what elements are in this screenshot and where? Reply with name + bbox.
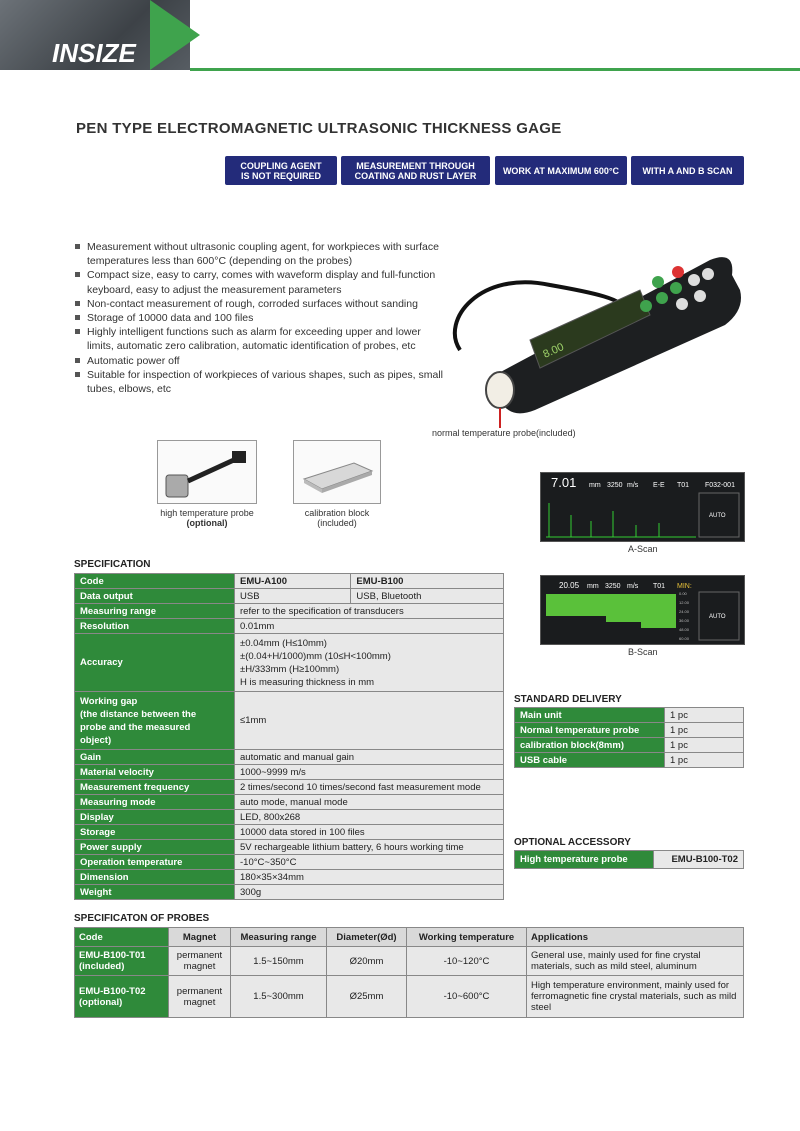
feature-item: Suitable for inspection of workpieces of various shapes, such as pipes, small tubes, elbows, etc — [74, 368, 446, 396]
probe-magnet — [169, 947, 231, 976]
probe-temperature: -10~120°C — [407, 947, 527, 976]
probe-code-line: (optional) — [79, 996, 123, 1008]
table-row — [515, 753, 744, 768]
delivery-qty: 1 pc — [665, 723, 744, 738]
accuracy-line: ±0.04mm (H≤10mm) — [240, 637, 327, 649]
spec-value: ≤1mm — [235, 692, 504, 750]
column-header: Magnet — [169, 928, 231, 947]
brand-logo: INSIZE — [52, 38, 136, 68]
badge-scan — [631, 156, 744, 185]
table-row — [75, 825, 504, 840]
column-header: Diameter(Ød) — [327, 928, 407, 947]
b-scan-tick: 0.00 — [679, 591, 687, 596]
spec-key: Storage — [75, 825, 235, 840]
probe-range: 1.5~300mm — [231, 976, 327, 1018]
accuracy-line: ±H/333mm (H≥100mm) — [240, 663, 340, 675]
probe-application: General use, mainly used for fine crystal materials, such as mild steel, aluminum — [527, 947, 744, 976]
page-title: PEN TYPE ELECTROMAGNETIC ULTRASONIC THICKNESS GAGE — [76, 120, 562, 137]
table-row — [75, 604, 504, 619]
table-row — [75, 795, 504, 810]
delivery-qty: 1 pc — [665, 753, 744, 768]
delivery-item: Normal temperature probe — [515, 723, 665, 738]
spec-key: Power supply — [75, 840, 235, 855]
a-scan-velocity: 3250 — [607, 482, 623, 489]
spec-key: Measuring mode — [75, 795, 235, 810]
b-scan-velocity: 3250 — [605, 583, 621, 590]
spec-title: SPECIFICATION — [74, 559, 151, 570]
spec-value-accuracy — [235, 634, 504, 692]
probe-range: 1.5~150mm — [231, 947, 327, 976]
b-scan-tick: 36.00 — [679, 618, 690, 623]
magnet-line: magnet — [183, 961, 216, 972]
table-row — [75, 634, 504, 692]
optional-code: EMU-B100-T02 — [653, 851, 743, 869]
spec-col-header: EMU-A100 — [235, 574, 351, 589]
delivery-item: Main unit — [515, 708, 665, 723]
optional-table — [514, 850, 744, 869]
table-header-row — [75, 928, 744, 947]
spec-key: Material velocity — [75, 765, 235, 780]
spec-value: 180×35×34mm — [235, 870, 504, 885]
badge-text: MEASUREMENT THROUGH — [356, 160, 475, 171]
optional-title: OPTIONAL ACCESSORY — [514, 837, 631, 848]
calibration-block-image — [293, 440, 381, 504]
delivery-table — [514, 707, 744, 768]
probe-code-line: EMU-B100-T01 — [79, 950, 146, 961]
b-scan-caption: B-Scan — [628, 647, 658, 657]
table-row — [75, 619, 504, 634]
spec-key: Measurement frequency — [75, 780, 235, 795]
b-scan-tick: 12.00 — [679, 600, 690, 605]
spec-key: Display — [75, 810, 235, 825]
feature-item: Compact size, easy to carry, comes with waveform display and full-function keyboard, easy to adjust the measurement parameters — [74, 268, 446, 296]
spec-key: Resolution — [75, 619, 235, 634]
spec-value: USB — [235, 589, 351, 604]
table-row — [75, 810, 504, 825]
table-row — [515, 708, 744, 723]
probe-code — [75, 976, 169, 1018]
spec-value: 5V rechargeable lithium battery, 6 hours working time — [235, 840, 504, 855]
badge-text: IS NOT REQUIRED — [240, 170, 321, 181]
caption-line: (optional) — [186, 518, 228, 528]
feature-item: Highly intelligent functions such as alarm for exceeding upper and lower limits, automatic zero calibration, automatic identification of probes, etc — [74, 325, 446, 353]
b-scan-tick: 48.00 — [679, 627, 690, 632]
probe-code-line: (included) — [79, 961, 125, 972]
a-scan-probe: T01 — [677, 482, 690, 489]
spec-key: Accuracy — [75, 634, 235, 692]
a-scan-auto: AUTO — [709, 513, 726, 519]
table-row — [75, 885, 504, 900]
a-scan-mode: E-E — [653, 482, 665, 489]
b-scan-auto: AUTO — [709, 614, 726, 620]
feature-list — [74, 240, 446, 396]
badge-text: COUPLING AGENT — [240, 160, 322, 171]
badge-text: WITH A AND B SCAN — [642, 165, 733, 176]
table-row — [515, 723, 744, 738]
table-row — [75, 765, 504, 780]
table-row — [75, 589, 504, 604]
probes-title: SPECIFICATON OF PROBES — [74, 913, 210, 924]
column-header: Applications — [527, 928, 744, 947]
table-row — [75, 947, 744, 976]
spec-value: LED, 800x268 — [235, 810, 504, 825]
optional-item: High temperature probe — [515, 851, 654, 869]
table-row — [515, 738, 744, 753]
a-scan-unit: mm — [589, 482, 601, 489]
b-scan-min: MIN: — [677, 583, 692, 590]
probe-diameter: Ø20mm — [327, 947, 407, 976]
table-row — [75, 976, 744, 1018]
badge-temperature — [495, 156, 627, 185]
probes-table — [74, 927, 744, 1018]
feature-item: Automatic power off — [74, 354, 446, 368]
magnet-line: permanent — [176, 950, 223, 961]
probe-code — [75, 947, 169, 976]
gap-label-line: (the distance between the — [80, 708, 197, 720]
table-row — [75, 855, 504, 870]
probe-code-line: EMU-B100-T02 — [79, 985, 146, 997]
delivery-item: USB cable — [515, 753, 665, 768]
probe-magnet — [169, 976, 231, 1018]
header-arrow — [150, 0, 200, 70]
page-header — [0, 0, 800, 72]
high-temp-probe-image — [157, 440, 257, 504]
badge-text: COATING AND RUST LAYER — [354, 170, 477, 181]
delivery-item: calibration block(8mm) — [515, 738, 665, 753]
b-scan-reading: 20.05 — [559, 581, 580, 590]
delivery-qty: 1 pc — [665, 738, 744, 753]
b-scan-tick: 24.00 — [679, 609, 690, 614]
spec-col-header: EMU-B100 — [351, 574, 504, 589]
b-scan-probe: T01 — [653, 583, 666, 590]
b-scan-image — [540, 575, 745, 645]
table-row — [75, 692, 504, 750]
spec-value: refer to the specification of transducers — [235, 604, 504, 619]
gap-label-line: object) — [80, 734, 112, 746]
probe-caption: normal temperature probe(included) — [432, 428, 576, 438]
feature-item: Storage of 10000 data and 100 files — [74, 311, 446, 325]
spec-value: 10000 data stored in 100 files — [235, 825, 504, 840]
high-temp-probe-caption — [150, 508, 264, 528]
caption-line: calibration block — [304, 508, 370, 518]
probe-application: High temperature environment, mainly used for ferromagnetic fine crystal materials, such as mild steel — [527, 976, 744, 1018]
table-row — [75, 840, 504, 855]
a-scan-image — [540, 472, 745, 542]
table-row — [75, 780, 504, 795]
accuracy-line: ±(0.04+H/1000)mm (10≤H<100mm) — [240, 650, 391, 662]
badge-text: WORK AT MAXIMUM 600°C — [502, 165, 620, 176]
spec-value: auto mode, manual mode — [235, 795, 504, 810]
badge-coupling — [225, 156, 337, 185]
gap-label-line: probe and the measured — [80, 721, 191, 733]
spec-key: Operation temperature — [75, 855, 235, 870]
delivery-qty: 1 pc — [665, 708, 744, 723]
a-scan-reading: 7.01 — [551, 475, 577, 490]
a-scan-vunit: m/s — [627, 482, 639, 489]
column-header: Working temperature — [407, 928, 527, 947]
magnet-line: magnet — [183, 996, 216, 1008]
a-scan-caption: A-Scan — [628, 544, 658, 554]
spec-key: Gain — [75, 750, 235, 765]
column-header: Measuring range — [231, 928, 327, 947]
gap-label-line: Working gap — [80, 695, 138, 707]
spec-value: 0.01mm — [235, 619, 504, 634]
caption-line: (included) — [317, 518, 357, 528]
magnet-line: permanent — [176, 985, 223, 997]
table-row — [75, 574, 504, 589]
b-scan-vunit: m/s — [627, 583, 639, 590]
spec-value: 2 times/second 10 times/second fast measurement mode — [235, 780, 504, 795]
accuracy-line: H is measuring thickness in mm — [240, 676, 375, 688]
b-scan-unit: mm — [587, 583, 599, 590]
spec-key: Data output — [75, 589, 235, 604]
table-row — [515, 851, 744, 869]
feature-item: Non-contact measurement of rough, corroded surfaces without sanding — [74, 297, 446, 311]
spec-value: USB, Bluetooth — [351, 589, 504, 604]
probe-diameter: Ø25mm — [327, 976, 407, 1018]
feature-item: Measurement without ultrasonic coupling agent, for workpieces with surface temperatures less than 600°C (depending on the probes) — [74, 240, 446, 268]
device-screen-reading: 8.00 — [541, 341, 566, 361]
spec-value: -10°C~350°C — [235, 855, 504, 870]
caption-line: high temperature probe — [160, 508, 254, 518]
table-row — [75, 750, 504, 765]
badge-coating — [341, 156, 490, 185]
spec-key: Measuring range — [75, 604, 235, 619]
header-rule — [190, 68, 800, 71]
spec-value: automatic and manual gain — [235, 750, 504, 765]
b-scan-tick: 60.00 — [679, 636, 690, 641]
spec-key-working-gap — [75, 692, 235, 750]
spec-value: 300g — [235, 885, 504, 900]
gauge-device-image — [440, 230, 750, 430]
probe-temperature: -10~600°C — [407, 976, 527, 1018]
table-row — [75, 870, 504, 885]
spec-key: Code — [75, 574, 235, 589]
delivery-title: STANDARD DELIVERY — [514, 694, 622, 705]
column-header: Code — [75, 928, 169, 947]
spec-key: Dimension — [75, 870, 235, 885]
spec-table — [74, 573, 504, 900]
spec-value: 1000~9999 m/s — [235, 765, 504, 780]
spec-key: Weight — [75, 885, 235, 900]
calibration-block-caption — [290, 508, 384, 528]
a-scan-file: F032-001 — [705, 482, 735, 489]
